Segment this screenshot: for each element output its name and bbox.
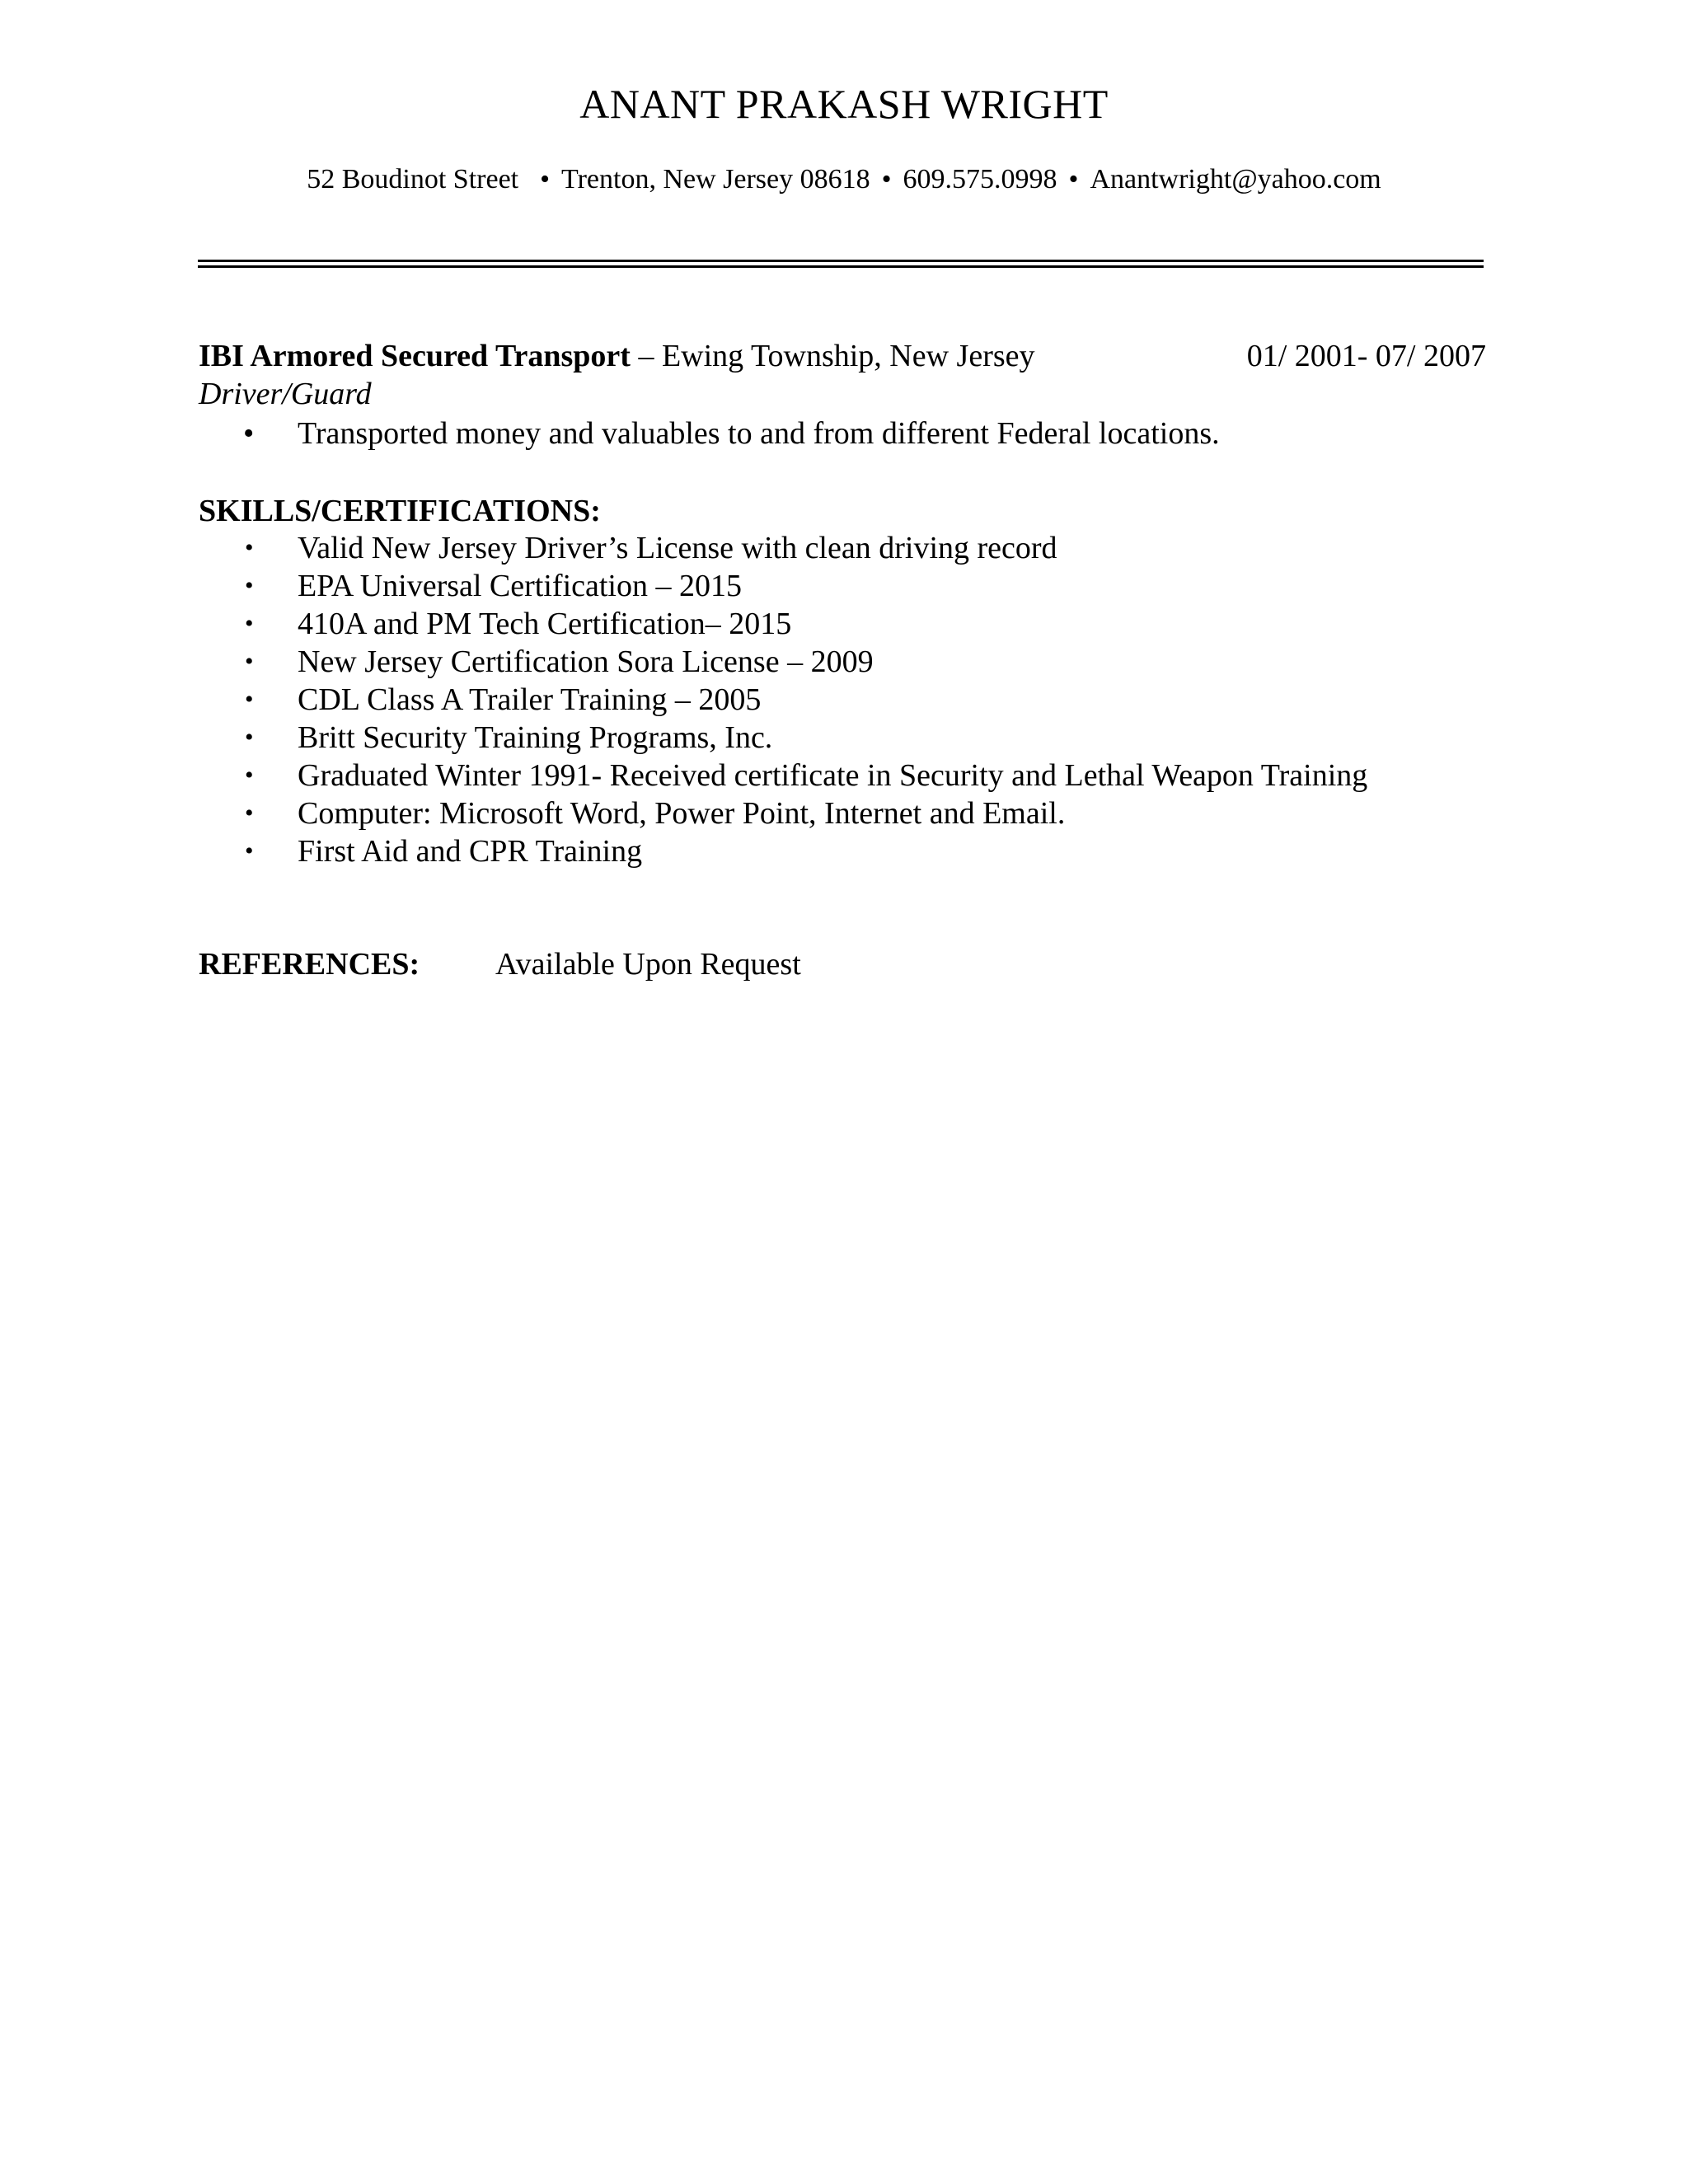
employer-location: – Ewing Township, New Jersey: [630, 339, 1035, 373]
bullet-icon: •: [245, 837, 254, 865]
skills-list: [199, 529, 1367, 870]
experience-bullet-list: [199, 415, 1220, 452]
employment-dates: 01/ 2001- 07/ 2007: [1246, 339, 1486, 373]
list-item: [199, 832, 1367, 870]
bullet-icon: •: [245, 572, 254, 599]
bullet-icon: •: [245, 799, 254, 827]
bullet-icon: •: [245, 648, 254, 675]
list-item-text: Valid New Jersey Driver’s License with clean driving record: [298, 531, 1057, 565]
contact-separator: •: [1068, 164, 1079, 194]
list-item: [199, 681, 1367, 719]
list-item: [199, 757, 1367, 794]
bullet-icon: •: [245, 724, 254, 751]
experience-entry-header: [199, 336, 1486, 376]
list-item: [199, 415, 1220, 452]
references-section: [199, 944, 801, 984]
list-item-text: Computer: Microsoft Word, Power Point, Internet and Email.: [298, 796, 1066, 831]
job-title: Driver/Guard: [199, 377, 372, 411]
list-item: [199, 794, 1367, 832]
list-item-text: New Jersey Certification Sora License – 2009: [298, 644, 874, 679]
header-divider-bottom: [198, 265, 1484, 268]
list-item: [199, 567, 1367, 605]
list-item-text: CDL Class A Trailer Training – 2005: [298, 682, 762, 717]
header-divider-top: [198, 260, 1484, 262]
bullet-icon: •: [245, 762, 254, 789]
list-item-text: 410A and PM Tech Certification– 2015: [298, 607, 792, 641]
list-item: [199, 643, 1367, 681]
contact-line: [0, 162, 1688, 198]
list-item: [199, 605, 1367, 643]
list-item-text: First Aid and CPR Training: [298, 834, 643, 869]
list-item: [199, 719, 1367, 757]
bullet-icon: •: [243, 416, 255, 451]
skills-heading: SKILLS/CERTIFICATIONS:: [199, 494, 601, 528]
list-item-text: Transported money and valuables to and from different Federal locations.: [298, 416, 1220, 451]
contact-street: 52 Boudinot Street: [307, 164, 519, 194]
contact-phone: 609.575.0998: [903, 164, 1057, 194]
contact-email: Anantwright@yahoo.com: [1090, 164, 1381, 194]
bullet-icon: •: [245, 686, 254, 713]
list-item-text: Graduated Winter 1991- Received certificate in Security and Lethal Weapon Training: [298, 758, 1368, 793]
bullet-icon: •: [245, 534, 254, 561]
list-item: [199, 529, 1367, 567]
references-heading: REFERENCES:: [199, 947, 420, 982]
employer-name: IBI Armored Secured Transport: [199, 339, 631, 373]
list-item-text: EPA Universal Certification – 2015: [298, 569, 742, 603]
contact-city: Trenton, New Jersey 08618: [561, 164, 870, 194]
references-value: Available Upon Request: [495, 947, 801, 982]
bullet-icon: •: [245, 610, 254, 637]
list-item-text: Britt Security Training Programs, Inc.: [298, 720, 773, 755]
contact-separator: •: [881, 164, 892, 194]
candidate-name: ANANT PRAKASH WRIGHT: [579, 81, 1109, 127]
contact-separator: •: [540, 164, 551, 194]
